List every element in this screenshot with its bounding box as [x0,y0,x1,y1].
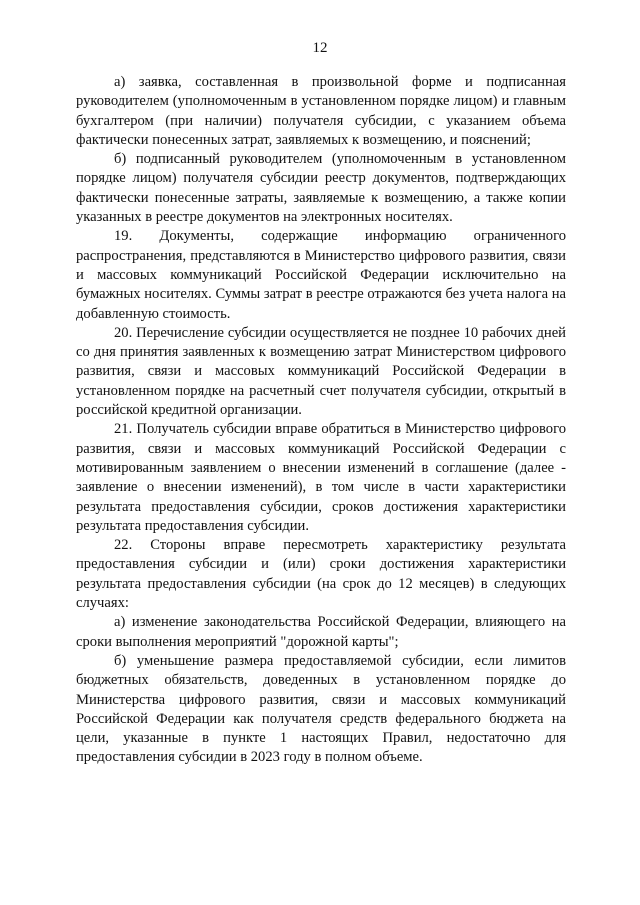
paragraph-18b: б) подписанный руководителем (уполномоченным в установленном порядке лицом) получателя субсидии реестр документов, подтверждающих фактически понесенные затраты, заявляемые к возмещению, а также копии указанных в реестре документов на электронных носителях. [76,151,566,226]
paragraph-18a: а) заявка, составленная в произвольной форме и подписанная руководителем (уполномоченным в установленном порядке лицом) и главным бухгалтером (при наличии) получателя субсидии, с указанием объема фактически понесенных затрат, заявляемых к возмещению, и пояснений; [76,74,566,148]
document-body [76,73,566,768]
paragraph-21: 21. Получатель субсидии вправе обратиться в Министерство цифрового развития, связи и массовых коммуникаций Российской Федерации с мотивированным заявлением о внесении изменений в соглашение (далее - заявление о внесении изменений), в том числе в части характеристики результата предоставления субсидии, сроков достижения характеристики результата предоставления субсидии. [76,421,566,534]
page-number: 12 [312,40,328,56]
paragraph-22a: а) изменение законодательства Российской Федерации, влияющего на сроки выполнения мероприятий "дорожной карты"; [76,614,566,650]
paragraph-22: 22. Стороны вправе пересмотреть характеристику результата предоставления субсидии и (или) сроки достижения характеристики результата предоставления субсидии (на срок до 12 месяцев) в следующих случаях: [76,537,566,612]
paragraph-20: 20. Перечисление субсидии осуществляется не позднее 10 рабочих дней со дня принятия заявленных к возмещению затрат Министерством цифрового развития, связи и массовых коммуникаций Российской Федерации в установленном порядке на расчетный счет получателя субсидии, открытый в российской кредитной организации. [76,324,566,419]
paragraph-19: 19. Документы, содержащие информацию ограниченного распространения, представляются в Министерство цифрового развития, связи и массовых коммуникаций Российской Федерации исключительно на бумажных носителях. Суммы затрат в реестре отражаются без учета налога на добавленную стоимость. [76,228,566,322]
paragraph-22b: б) уменьшение размера предоставляемой субсидии, если лимитов бюджетных обязательств, доведенных в установленном порядке до Министерства цифрового развития, связи и массовых коммуникаций Российской Федерации как получателя средств федерального бюджета на цели, указанные в пункте 1 настоящих Правил, недостаточно для предоставления субсидии в 2023 году в полном объеме. [76,652,566,766]
